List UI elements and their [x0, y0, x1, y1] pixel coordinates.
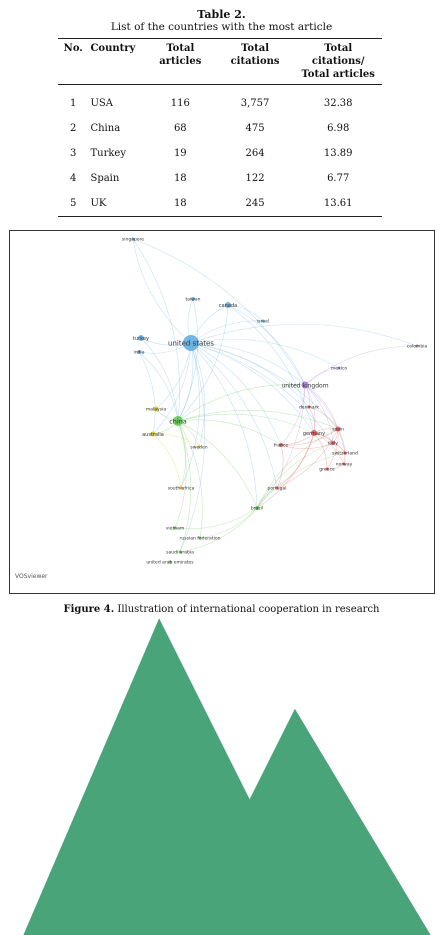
network-node-label: united arab emirates — [146, 560, 194, 566]
vosviewer-logo-icon — [15, 573, 439, 935]
cell-citations: 264 — [245, 148, 265, 159]
network-node-label: switzerland — [332, 451, 358, 457]
network-node-label: italy — [328, 441, 338, 447]
network-edges — [133, 239, 417, 552]
network-edge — [133, 239, 191, 343]
network-edge — [178, 343, 193, 421]
cell-country: USA — [90, 98, 113, 109]
collaboration-network — [10, 231, 434, 593]
table-subtitle: List of the countries with the most article — [110, 21, 333, 33]
cell-no: 4 — [70, 173, 77, 184]
cell-country: China — [90, 123, 121, 134]
network-node-label: colombia — [406, 344, 428, 350]
cell-articles: 18 — [173, 198, 187, 209]
header-no: No. — [63, 43, 83, 54]
table-header-row — [58, 39, 382, 85]
header-total-citations: Total citations — [230, 43, 280, 67]
network-node-label: russian federation — [179, 536, 221, 542]
network-node-label: brazil — [250, 506, 264, 512]
table-row — [58, 85, 382, 117]
network-edge — [133, 239, 180, 421]
network-edge — [305, 346, 417, 385]
cell-country: Turkey — [90, 148, 126, 159]
network-node-label: turkey — [133, 335, 149, 342]
countries-table — [58, 38, 382, 217]
cell-articles: 18 — [173, 173, 187, 184]
network-node-label: greece — [319, 467, 335, 473]
network-node-label: taiwan — [185, 297, 201, 303]
table-row — [58, 116, 382, 141]
network-edge — [133, 239, 305, 385]
header-country: Country — [90, 43, 136, 54]
network-node-label: china — [169, 417, 187, 426]
network-edge — [178, 384, 305, 421]
network-node-label: denmark — [298, 405, 320, 411]
table-row — [58, 141, 382, 166]
cell-ratio: 6.98 — [327, 123, 350, 134]
network-node-label: united kingdom — [281, 382, 329, 390]
network-node-label: france — [273, 443, 289, 449]
cell-articles: 68 — [173, 123, 187, 134]
vosviewer-watermark — [15, 573, 48, 580]
figure-caption-label: Figure 4. — [63, 604, 115, 615]
network-node-label: malaysia — [145, 407, 167, 413]
network-edge — [178, 420, 281, 445]
network-edge — [257, 443, 333, 508]
cell-articles: 19 — [173, 148, 187, 159]
cell-citations: 3,757 — [240, 98, 270, 109]
network-edge — [191, 324, 417, 346]
network-edge — [139, 352, 155, 434]
table-row — [58, 166, 382, 191]
cell-ratio: 13.89 — [323, 148, 353, 159]
cell-citations: 122 — [245, 173, 265, 184]
cell-citations: 245 — [245, 198, 265, 209]
cell-ratio: 32.38 — [323, 98, 353, 109]
table-row — [58, 191, 382, 217]
network-node-label: india — [133, 350, 145, 356]
cell-no: 5 — [70, 198, 77, 209]
network-node-label: portugal — [267, 486, 287, 492]
network-node-label: israel — [256, 319, 270, 325]
cell-no: 2 — [70, 123, 77, 134]
network-node-label: canada — [218, 302, 238, 309]
network-node-label: vietnam — [165, 526, 185, 532]
cell-country: Spain — [90, 173, 120, 184]
network-edge — [277, 445, 283, 488]
cell-ratio: 13.61 — [323, 198, 353, 209]
network-edge — [309, 407, 315, 433]
network-node-label: united states — [168, 339, 214, 348]
network-node-label: saudi arabia — [166, 550, 194, 556]
figure-caption — [0, 604, 443, 615]
network-node-label: spain — [331, 427, 345, 433]
network-edge — [228, 305, 305, 385]
header-citations-per-article: Total citations/ Total articles — [301, 43, 375, 80]
network-node-label: mexico — [330, 366, 348, 372]
cell-country: UK — [90, 198, 107, 209]
network-edge — [153, 434, 181, 488]
table-title: Table 2. — [197, 8, 246, 21]
network-figure — [9, 230, 435, 594]
network-node-label: sweden — [190, 445, 208, 451]
network-node-label: singapore — [121, 237, 145, 243]
network-edge — [178, 421, 202, 538]
network-node-label: south africa — [167, 486, 195, 492]
cell-no: 3 — [70, 148, 77, 159]
vosviewer-label: VOSviewer — [15, 573, 48, 580]
network-node-label: norway — [335, 462, 353, 468]
cell-ratio: 6.77 — [327, 173, 350, 184]
cell-no: 1 — [70, 98, 77, 109]
network-node-label: germany — [302, 430, 326, 437]
cell-articles: 116 — [170, 98, 190, 109]
cell-citations: 475 — [245, 123, 265, 134]
network-node-label: australia — [142, 431, 164, 438]
figure-caption-text: Illustration of international cooperation in research — [114, 604, 380, 615]
header-total-articles: Total articles — [159, 43, 202, 67]
